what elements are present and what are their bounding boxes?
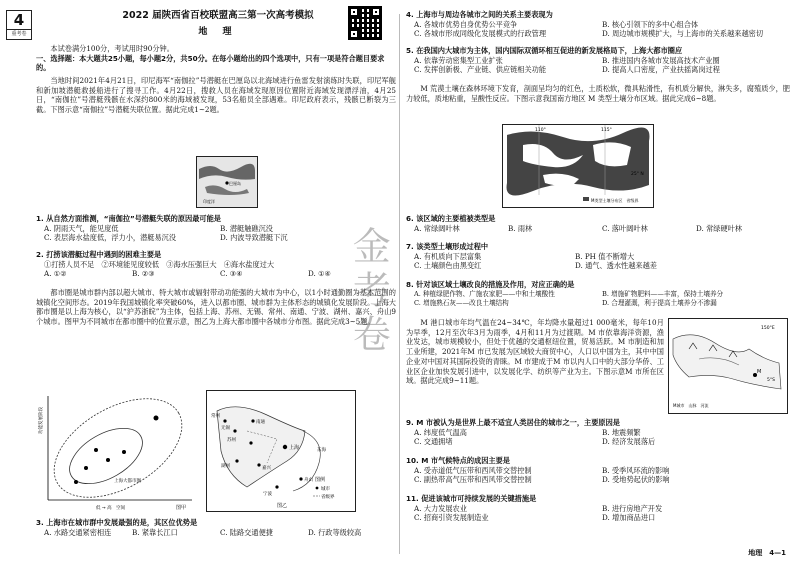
m-map-legend: M城市 山脉 河流	[673, 403, 709, 408]
passage-four	[406, 318, 664, 386]
q1-option-c[interactable]: C. 表层海水盐度低，浮力小，潜艇易沉没	[44, 233, 177, 243]
q8-option-c[interactable]: C. 增施熟石灰——改良土壤结构	[414, 298, 509, 307]
q5-option-d[interactable]: D. 提高人口密度，产业扶摇离岗过程	[602, 65, 720, 75]
figure-a-city-label: 上海大都市圈	[114, 479, 141, 484]
figure-m-city-map	[668, 318, 788, 414]
passage-one	[36, 76, 396, 115]
q10-options	[406, 466, 790, 485]
q9-option-b[interactable]: B. 地震频繁	[602, 427, 641, 437]
q7-options	[406, 252, 736, 271]
exam-title: 2022 届陕西省百校联盟高三第一次高考模拟	[122, 10, 314, 21]
q2-option-a[interactable]: A. ①②	[44, 269, 67, 279]
q3-stem: 3. 上海市在城市群中发展最强的是，其区位优势是	[36, 518, 198, 527]
q6-option-d[interactable]: D. 常绿硬叶林	[696, 223, 743, 233]
city-label-suzhou: 苏州	[227, 438, 236, 443]
m-city-map-svg	[669, 319, 787, 413]
qr-code-icon[interactable]	[348, 6, 382, 40]
city-label-wuxi: 无锡	[221, 426, 230, 431]
question-10	[406, 456, 790, 485]
fig1-sea-label: 印度洋	[203, 199, 215, 204]
q4-option-c[interactable]: C. 各城市形成同级化发展模式的行政管理	[414, 29, 547, 39]
city-label-shanghai: 上海	[289, 445, 300, 451]
q11-option-d[interactable]: D. 增加商品进口	[602, 513, 656, 523]
question-5	[406, 46, 790, 75]
intro-block	[36, 44, 396, 73]
q2-option-d[interactable]: D. ①④	[308, 269, 331, 279]
figure-soil-map	[502, 124, 654, 208]
soil-map-svg	[503, 125, 653, 207]
q11-options	[406, 504, 790, 523]
q7-option-b[interactable]: B. PH 值不断增大	[575, 251, 635, 261]
figure-a-y-label: 功能发展阶段	[39, 407, 44, 434]
q11-option-a[interactable]: A. 大力发展农业	[414, 503, 467, 513]
figure-b-sea-label: 东海	[317, 448, 326, 453]
section-one-heading: 一、选择题：本大题共25小题，每小题2分，共50分。在每小题给出的四个选项中，只有一项是符合题目要求的。	[36, 53, 385, 73]
q6-option-b[interactable]: B. 雨林	[508, 223, 533, 233]
q9-stem: 9. M 市被认为是世界上最不适宜人类居住的城市之一，主要原因是	[406, 418, 620, 427]
city-label-nantong: 南通	[256, 420, 265, 425]
soil-map-lon2: 115°	[601, 128, 612, 133]
q2-items: ①打捞人员不足 ②环境能见度较低 ③海水压强巨大 ④海水盐度过大	[44, 259, 275, 269]
q1-stem: 1. 从自然方面推测，“南伽拉”号潜艇失联的原因最可能是	[36, 214, 221, 223]
city-label-jiaxing: 嘉兴	[262, 466, 271, 471]
q10-option-d[interactable]: D. 受地势起伏的影响	[602, 475, 670, 485]
figure-b-city-map	[206, 390, 356, 512]
watermark-stamp: 金考卷	[346, 226, 391, 358]
passage-three-text: M 荒漠土壤在森林环境下发育，剖面呈均匀的红色，土质松软，微具粘滑性，有机质分解快，淋失多，腐殖质少，肥力较低，质地粘重，呈酸性反应。下图示意我国南方地区 M 类型土壤分布区域。据此完成6~8题。	[406, 84, 790, 103]
q10-option-c[interactable]: C. 副热带高气压带和西风带交替控制	[414, 475, 532, 485]
figure-a-stage-diagram	[36, 390, 196, 512]
figure-b-caption: 图乙	[277, 503, 288, 509]
question-7	[406, 242, 736, 271]
svg-text:M: M	[757, 369, 762, 375]
q9-option-a[interactable]: A. 纬度低气温高	[414, 427, 467, 437]
city-label-zhoushan: 舟山	[304, 478, 313, 483]
q10-option-b[interactable]: B. 受季风环流的影响	[602, 465, 670, 475]
question-4	[406, 10, 790, 39]
figure-a-caption: 图甲	[176, 505, 187, 511]
figure-a-x-label: 低 → 高 空间	[96, 506, 126, 511]
q7-option-a[interactable]: A. 有机质向下层富集	[414, 251, 482, 261]
q5-stem: 5. 在我国内大城市为主体，国内国际双循环相互促进的新发展格局下，上海大都市圈应	[406, 46, 683, 55]
q4-option-d[interactable]: D. 周边城市规模扩大，与上海市的关系越来越密切	[602, 29, 764, 39]
q4-option-a[interactable]: A. 各城市优势自身优势公平竞争	[414, 19, 518, 29]
q8-options	[406, 290, 790, 308]
submarine-map-svg	[197, 157, 257, 207]
right-column	[406, 4, 790, 560]
q2-stem: 2. 打捞该潜艇过程中遇到的困难主要是	[36, 250, 162, 259]
q10-option-a[interactable]: A. 受赤道低气压带和西风带交替控制	[414, 465, 532, 475]
page-footer: 地理 4—1	[748, 548, 786, 557]
q4-stem: 4. 上海市与周边各城市之间的关系主要表现为	[406, 10, 553, 19]
q6-option-a[interactable]: A. 常绿阔叶林	[414, 223, 460, 233]
question-11	[406, 494, 790, 523]
q2-option-c[interactable]: C. ③④	[220, 269, 243, 279]
q8-option-a[interactable]: A. 种植绿肥作物、广施农家肥——中和土壤酸性	[414, 289, 555, 298]
q4-options	[406, 20, 790, 39]
q7-stem: 7. 该类型土壤形成过程中	[406, 242, 489, 251]
city-label-changzhou: 常州	[211, 414, 220, 419]
q3-option-d[interactable]: D. 行政等级较高	[308, 527, 362, 537]
paper-number: 4	[13, 11, 25, 29]
q10-stem: 10. M 市气候特点的成因主要是	[406, 456, 510, 465]
q9-options	[406, 428, 790, 447]
q5-option-c[interactable]: C. 发挥创新极、产业链、供应链相关功能	[414, 65, 547, 75]
q8-option-b[interactable]: B. 增施矿物肥料——丰富，保持土壤养分	[602, 289, 724, 298]
exam-intro: 本试卷满分100分，考试用时90分钟。	[50, 44, 174, 53]
city-label-huzhou: 湖州	[221, 464, 230, 469]
question-6	[406, 214, 790, 233]
fig1-place-label: 巴厘岛	[229, 181, 241, 186]
q11-stem: 11. 促进该城市可持续发展的关键措施是	[406, 494, 537, 503]
question-9	[406, 418, 790, 447]
passage-one-text: 当地时间2021年4月21日，印尼海军“南伽拉”号潜艇在巴厘岛以北海域进行鱼雷发射演练时失联，印尼军舰和新加坡潜艇救援船进行了搜寻工作。4月22日，搜救人员在海域发现原因位置附近海域发现漂浮油，4月25日，“南伽拉”号潜艇残骸在水深约800米的海域被发现，53名船员全部遇难。印尼政府表示，残骸已断裂为三截。下图示意“南伽拉”号潜艇失联位置。据此完成1~2题。	[36, 76, 396, 115]
soil-map-legend: M类型土壤分布区 省级界	[591, 198, 639, 203]
m-map-lon: 150°E	[761, 326, 775, 331]
soil-map-lat: 25° N	[631, 172, 644, 177]
q9-option-d[interactable]: D. 经济发展落后	[602, 437, 656, 447]
q11-option-c[interactable]: C. 招商引资发展制造业	[414, 513, 489, 523]
q6-stem: 6. 该区域的主要植被类型是	[406, 214, 496, 223]
q4-option-b[interactable]: B. 核心引领下的多中心组合体	[602, 19, 699, 29]
q3-options	[36, 528, 396, 538]
q5-option-b[interactable]: B. 推进国内各城市发展高技术产业圈	[602, 55, 720, 65]
figure-b-svg	[207, 391, 355, 511]
q2-option-b[interactable]: B. ②③	[132, 269, 155, 279]
q1-option-d[interactable]: D. 内波导致潜艇下沉	[220, 233, 288, 243]
q7-option-c[interactable]: C. 土壤颜色由黑变红	[414, 261, 482, 271]
q3-option-c[interactable]: C. 陆路交通便捷	[220, 527, 273, 537]
figure-b-legend-title: 图例	[315, 477, 326, 483]
figure-a-svg	[36, 390, 196, 512]
column-divider	[399, 14, 400, 554]
passage-two-text: 都市圈是城市群内部以超大城市、特大城市或辐射带动功能强的大城市为中心，以1小时通勤圈为基本范围的城镇化空间形态。2019年我国城镇化率突破60%，进入以都市圈、城市群为主体形态的城镇化发展阶段。上海大都市圈是以上海为核心，以“沪苏浙皖”为主体，包括上海、苏州、无锡、常州、南通、宁波、湖州、嘉兴、舟山9个城市。图甲为不同城市在都市圈中的位置示意，图乙为上海大都市圈中各城市分布图。据此完成3~5题。	[36, 288, 396, 327]
q3-option-b[interactable]: B. 紧靠长江口	[132, 527, 178, 537]
q8-stem: 8. 针对该区域土壤改良的措施及作用，对应正确的是	[406, 280, 575, 289]
q6-option-c[interactable]: C. 落叶阔叶林	[602, 223, 648, 233]
soil-map-lon1: 110°	[535, 128, 546, 133]
question-3	[36, 518, 396, 537]
q8-option-d[interactable]: D. 合理灌溉，利于提高土壤养分不渗漏	[602, 298, 717, 307]
q1-option-a[interactable]: A. 阴雨天气，能见度低	[44, 223, 119, 233]
m-map-lat: 5°S	[767, 378, 775, 383]
q7-option-d[interactable]: D. 通气、透水性越来越差	[575, 261, 657, 271]
q5-options	[406, 56, 790, 75]
q3-option-a[interactable]: A. 水路交通紧密相连	[44, 527, 112, 537]
exam-page	[6, 4, 794, 562]
paper-number-sub: 重考卷	[7, 29, 31, 39]
q1-option-b[interactable]: B. 潜艇触礁沉没	[220, 223, 273, 233]
city-label-ningbo: 宁波	[263, 492, 272, 497]
q6-options	[406, 224, 790, 234]
passage-three	[406, 84, 790, 103]
figure-submarine-map	[196, 156, 258, 208]
figure-b-legend-border: 省级界	[321, 495, 335, 500]
q9-option-c[interactable]: C. 交通拥堵	[414, 437, 453, 447]
q5-option-a[interactable]: A. 依靠劳动密集型工业扩张	[414, 55, 503, 65]
figure-b-legend-city: 城市	[321, 487, 330, 492]
passage-four-text: M 港口城市年均气温在24~34℃，年均降水量超过1 000毫米，每年10月为早季，12月至次年3月为雨季，4月和11月为过渡期。M 市依靠海洋资源，渔业发达，城市规模较小，但处于优越的交通枢纽位置，贸易活跃。M 市制造和加工业所建，2021年M 市已发展为区域较大商贸中心，人口以中国为主，其中中国企业对中国对其国际投资的青睐。M 市建成于M 市以内人口中的大部分华侨、工业区企业加快发展引进中，以发展化学、纺织等产业为主。下图示意M 市所在区域。据此完成9~11题。	[406, 318, 664, 386]
exam-subject: 地 理	[198, 27, 238, 37]
paper-number-badge	[6, 10, 32, 40]
question-8	[406, 280, 790, 308]
q11-option-b[interactable]: B. 进行房地产开发	[602, 503, 663, 513]
